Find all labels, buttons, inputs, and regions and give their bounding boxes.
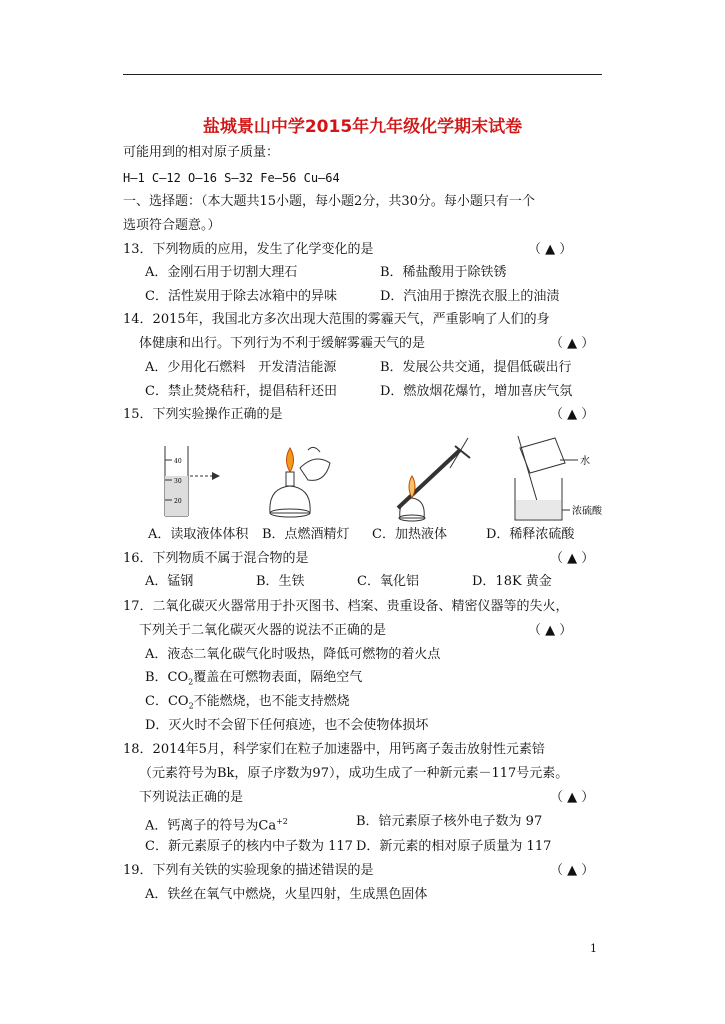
q19-option-a: A．铁丝在氧气中燃烧，火星四射，生成黑色固体 (145, 887, 428, 902)
heating-test-tube-figure (398, 438, 470, 521)
q15-stem: 15．下列实验操作正确的是 (123, 407, 283, 422)
q18-stem: 18．2014年5月，科学家们在粒子加速器中，用钙离子轰击放射性元素锫 (123, 742, 545, 757)
q18-option-b: B．锫元素原子核外电子数为 97 (356, 814, 543, 829)
atomic-masses: H—1 C—12 O—16 S—32 Fe—56 Cu—64 (123, 171, 340, 185)
q13-option-c: C．活性炭用于除去冰箱中的异味 (145, 289, 337, 304)
q15-answer-mark: （ ▲ ） (550, 407, 595, 422)
tick-30: 30 (174, 478, 182, 485)
label-acid: 浓硫酸 (572, 506, 602, 517)
q13-option-d: D．汽油用于擦洗衣服上的油渍 (380, 289, 560, 304)
q18-stem-cont2: 下列说法正确的是 (139, 790, 244, 805)
q15-figures (150, 428, 620, 523)
q17-answer-mark: （ ▲ ） (528, 623, 573, 638)
q16-option-b: B．生铁 (256, 574, 305, 589)
q17-option-b: B．$CO_2$覆盖在可燃物表面，隔绝空气 (145, 670, 363, 687)
q13-option-b: B．稀盐酸用于除铁锈 (380, 265, 507, 280)
q19-stem: 19．下列有关铁的实验现象的描述错误的是 (123, 863, 374, 878)
q18-answer-mark: （ ▲ ） (550, 790, 595, 805)
q16-stem: 16．下列物质不属于混合物的是 (123, 551, 309, 566)
q14-option-b: B．发展公共交通，提倡低碳出行 (380, 360, 572, 375)
q13-answer-mark: （ ▲ ） (528, 242, 573, 257)
q14-option-d: D．燃放烟花爆竹，增加喜庆气氛 (380, 384, 573, 399)
q19-answer-mark: （ ▲ ） (550, 863, 595, 878)
q15-option-b: B．点燃酒精灯 (262, 527, 350, 542)
q13-stem: 13．下列物质的应用，发生了化学变化的是 (123, 242, 374, 257)
eye-icon (212, 472, 220, 480)
page-number: 1 (590, 942, 597, 955)
q18-stem-cont: （元素符号为Bk，原子序数为97），成功生成了一种新元素－117号元素。 (139, 766, 569, 781)
q14-stem-cont: 体健康和出行。下列行为不利于缓解雾霾天气的是 (139, 336, 426, 351)
q18-option-d: D．新元素的相对原子质量为 117 (356, 839, 552, 854)
q13-option-a: A．金刚石用于切割大理石 (145, 265, 298, 280)
q18-option-a: A．钙离子的符号为$Ca^{+2}$ (145, 817, 288, 834)
dilution-beaker-figure (515, 436, 603, 520)
q14-option-c: C．禁止焚烧秸秆，提倡秸秆还田 (145, 384, 337, 399)
page-title: 盐城景山中学2015年九年级化学期末试卷 (202, 117, 523, 137)
header-rule (123, 74, 602, 75)
q15-option-a: A．读取液体体积 (148, 527, 249, 542)
tick-40: 40 (174, 458, 182, 465)
alcohol-lamp-figure (270, 447, 330, 517)
q15-option-c: C．加热液体 (372, 527, 447, 542)
q14-option-a: A．少用化石燃料 开发清洁能源 (145, 360, 337, 375)
q17-stem: 17．二氧化碳灭火器常用于扑灭图书、档案、贵重设备、精密仪器等的失火， (123, 599, 569, 614)
q17-stem-cont: 下列关于二氧化碳灭火器的说法不正确的是 (139, 623, 387, 638)
intro-line: 可能用到的相对原子质量： (123, 145, 280, 160)
q18-option-c: C．新元素原子的核内中子数为 117 (145, 839, 353, 854)
label-water: 水 (580, 456, 590, 467)
q15-option-d: D．稀释浓硫酸 (486, 527, 575, 542)
q14-stem: 14．2015年，我国北方多次出现大范围的雾霾天气，严重影响了人们的身 (123, 312, 550, 327)
q17-option-c: C．$CO_2$不能燃烧，也不能支持燃烧 (145, 694, 350, 711)
section-heading: 一、选择题：（本大题共15小题，每小题2分，共30分。每小题只有一个 (123, 194, 535, 209)
q16-option-c: C．氧化铝 (357, 574, 419, 589)
q16-option-a: A．锰钢 (145, 574, 194, 589)
graduated-cylinder-figure (165, 446, 220, 516)
q14-answer-mark: （ ▲ ） (550, 336, 595, 351)
q16-option-d: D．18K 黄金 (472, 574, 552, 589)
section-heading-cont: 选项符合题意。） (123, 218, 221, 233)
q16-answer-mark: （ ▲ ） (550, 551, 595, 566)
q17-option-d: D．灭火时不会留下任何痕迹，也不会使物体损坏 (145, 718, 429, 733)
q17-option-a: A．液态二氧化碳气化时吸热，降低可燃物的着火点 (145, 647, 441, 662)
tick-20: 20 (174, 498, 182, 505)
